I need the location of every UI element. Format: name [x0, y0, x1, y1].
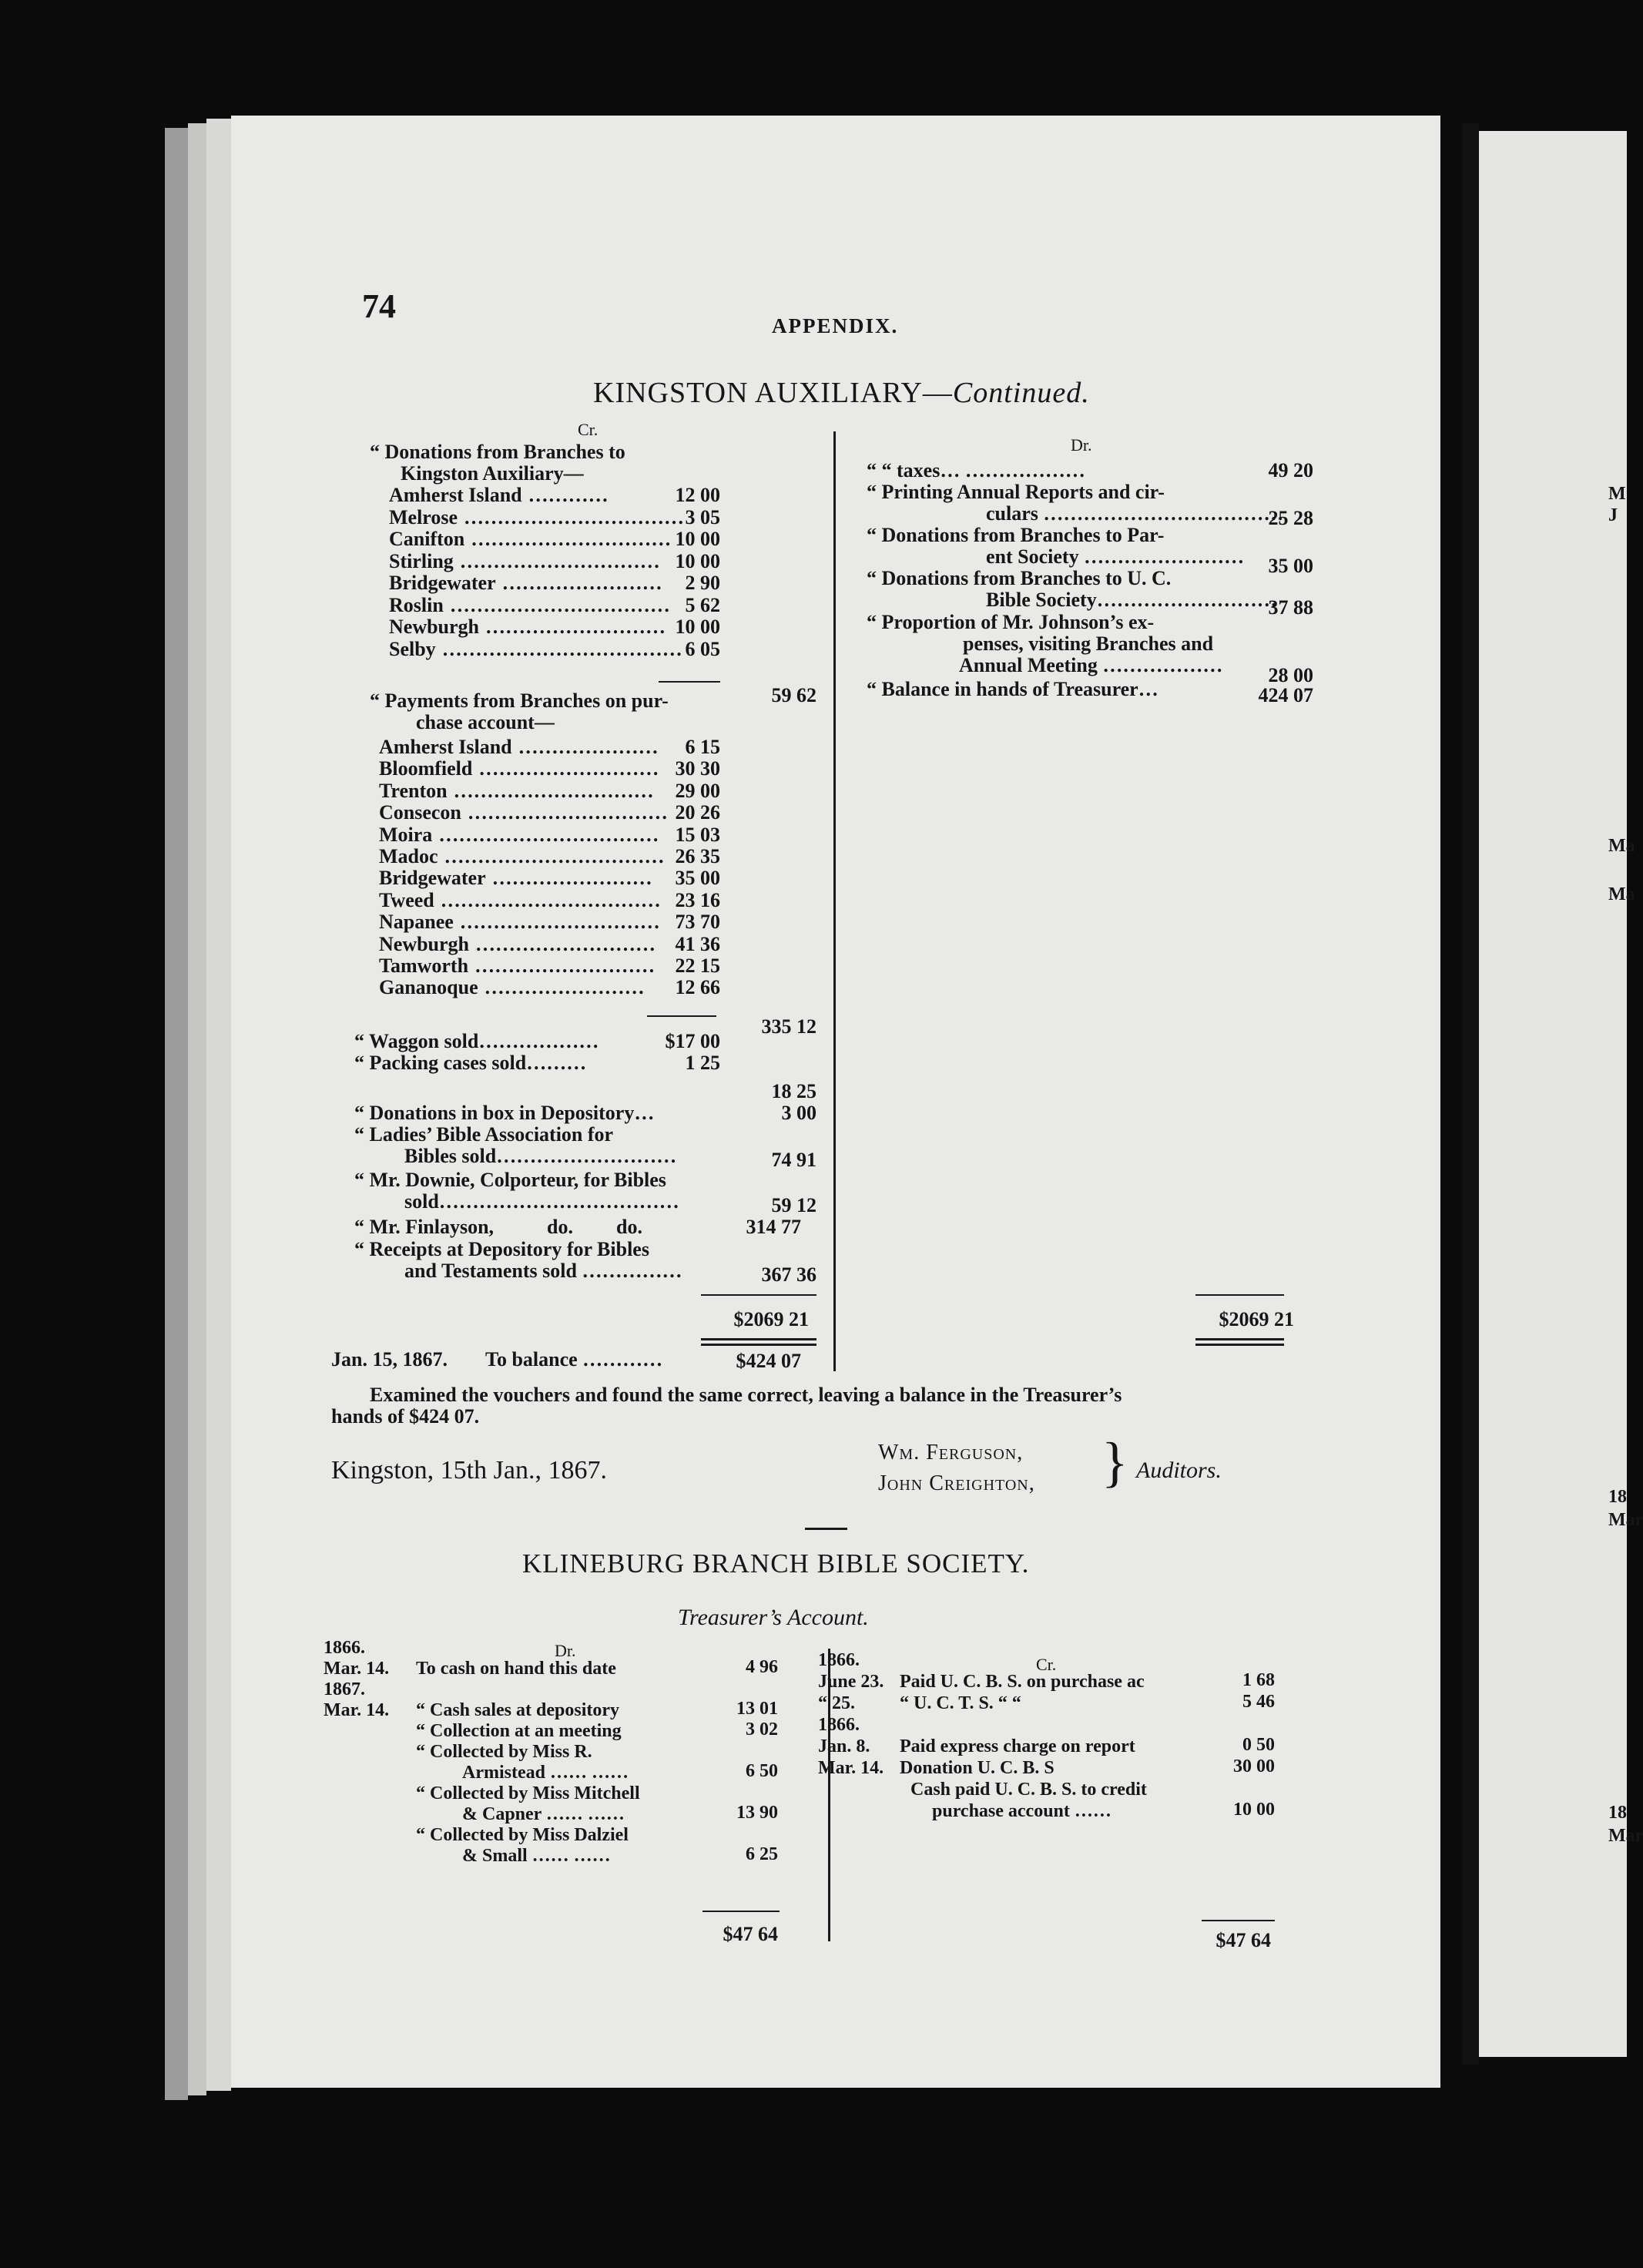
kleinburg-dr-date: Mar. 14. — [324, 1659, 390, 1679]
receipts-amount: 367 36 — [761, 1263, 816, 1286]
payment-amount: 20 26 — [675, 801, 720, 824]
box-amount: 3 00 — [781, 1102, 816, 1124]
payment-amount: 23 16 — [675, 888, 720, 911]
page-stack-edge — [165, 128, 188, 2100]
facing-page-fragment: Mar — [1608, 1510, 1643, 1530]
payment-branch: Gananoque — [379, 976, 478, 999]
johnson-line-1: “ Proportion of Mr. Johnson’s ex- — [867, 611, 1155, 633]
facing-page-fragment: Mar — [1608, 1826, 1643, 1846]
downie-line-1: “ Mr. Downie, Colporteur, for Bibles — [354, 1169, 666, 1191]
examined-line-2: hands of $424 07. — [331, 1405, 480, 1428]
kleinburg-dr-amount: 3 02 — [746, 1719, 778, 1740]
kleinburg-total-rule — [1202, 1920, 1275, 1921]
payment-row — [379, 867, 652, 890]
payment-branch: Bloomfield — [379, 757, 473, 780]
kleinburg-cr-date: “ 25. — [818, 1693, 855, 1713]
payments-heading-2: chase account— — [416, 711, 555, 733]
donations-heading: “ Donations from Branches to — [370, 441, 625, 463]
kleinburg-cr-amount: 1 68 — [1242, 1670, 1275, 1690]
payment-amount: 12 66 — [675, 976, 720, 999]
ladies-line-1: “ Ladies’ Bible Association for — [354, 1123, 614, 1146]
kleinburg-cr-text: Paid express charge on report — [900, 1736, 1135, 1756]
donation-dots: …………………… — [501, 572, 662, 594]
donation-dots: ………… — [528, 484, 609, 506]
kleinburg-cr-date: Jan. 8. — [818, 1736, 870, 1756]
payment-row — [379, 780, 654, 803]
donation-row — [389, 616, 666, 639]
payment-branch: Newburgh — [379, 932, 470, 955]
examined-line-1: Examined the vouchers and found the same correct, leaving a balance in the Treasurer’s — [370, 1384, 1122, 1406]
facing-page-fragment: M — [1608, 484, 1626, 504]
kleinburg-cr-date: June 23. — [818, 1672, 884, 1692]
payment-dots: ……………………… — [478, 757, 659, 780]
donation-row — [389, 572, 662, 595]
kleinburg-cr-date: Mar. 14. — [818, 1758, 884, 1778]
donation-amount: 10 00 — [675, 549, 720, 572]
payment-dots: …………………………… — [438, 823, 659, 846]
printing-line-1: “ Printing Annual Reports and cir- — [867, 481, 1165, 503]
total-double-rule — [701, 1344, 816, 1346]
payment-amount: 26 35 — [675, 845, 720, 867]
payment-amount: 29 00 — [675, 779, 720, 802]
cr-column-label: Cr. — [578, 420, 599, 439]
kingston-title: KINGSTON AUXILIARY—Continued. — [593, 377, 1090, 409]
kleinburg-cr-text: Cash paid U. C. B. S. to credit — [910, 1780, 1147, 1800]
dr-grand-total: $2069 21 — [1219, 1308, 1294, 1330]
ladies-amount: 74 91 — [771, 1149, 816, 1171]
payment-row — [379, 757, 659, 780]
balance-amount: $424 07 — [736, 1350, 801, 1372]
taxes-label: “ “ taxes… ……………… — [867, 459, 1085, 481]
column-divider — [833, 431, 836, 1371]
kleinburg-cr-label: Cr. — [1036, 1655, 1057, 1674]
packing-amount: 1 25 — [685, 1052, 720, 1074]
kleinburg-subtitle: Treasurer’s Account. — [678, 1605, 869, 1630]
payment-dots: ………………………… — [459, 911, 660, 934]
payment-amount: 73 70 — [675, 911, 720, 934]
johnson-line-2: penses, visiting Branches and — [963, 632, 1214, 655]
waggon-amount: $17 00 — [665, 1030, 720, 1052]
balance-label: To balance ………… — [485, 1348, 663, 1371]
payment-row — [379, 824, 659, 847]
donation-branch: Stirling — [389, 549, 454, 572]
donation-row — [389, 550, 660, 573]
payment-row — [379, 736, 659, 759]
facing-page-fragment: Ma — [1608, 836, 1635, 856]
payment-branch: Napanee — [379, 911, 454, 934]
kleinburg-cr-amount: 10 00 — [1233, 1800, 1275, 1820]
payment-dots: ………………………… — [467, 801, 668, 824]
kleinburg-dr-amount: 6 25 — [746, 1844, 778, 1864]
donation-amount: 5 62 — [685, 593, 720, 616]
place-date: Kingston, 15th Jan., 1867. — [331, 1456, 607, 1485]
kleinburg-dr-text: & Capner …… …… — [462, 1804, 625, 1824]
payment-dots: …………………………… — [444, 845, 665, 867]
payment-dots: ……………………… — [474, 955, 656, 977]
johnson-amount: 28 00 — [1268, 664, 1313, 686]
total-double-rule — [701, 1338, 816, 1340]
facing-page-fragment: Ma — [1608, 884, 1635, 904]
kleinburg-dr-text: To cash on hand this date — [416, 1659, 616, 1679]
donation-dots: …………………………… — [449, 593, 670, 616]
section-rule — [805, 1528, 847, 1530]
auditors-label: Auditors. — [1136, 1458, 1222, 1483]
donation-dots: ………………………… — [459, 549, 660, 572]
total-double-rule — [1195, 1344, 1284, 1346]
ladies-line-2: Bibles sold……………………… — [404, 1145, 677, 1167]
donation-row — [389, 528, 671, 551]
kleinburg-dr-amount: 13 01 — [736, 1699, 778, 1719]
payment-row — [379, 911, 660, 934]
donation-amount: 2 90 — [685, 572, 720, 594]
donations-uc-line-1: “ Donations from Branches to U. C. — [867, 567, 1172, 589]
donation-branch: Bridgewater — [389, 572, 496, 594]
finlayson-ditto-1: do. — [547, 1216, 573, 1238]
donation-branch: Melrose — [389, 505, 458, 528]
donation-branch: Roslin — [389, 593, 444, 616]
payment-branch: Amherst Island — [379, 736, 512, 758]
donation-row — [389, 506, 684, 529]
kleinburg-dr-date: Mar. 14. — [324, 1700, 390, 1720]
cr-grand-total: $2069 21 — [733, 1308, 809, 1330]
box-label: “ Donations in box in Depository… — [354, 1102, 655, 1124]
packing-label: “ Packing cases sold……… — [354, 1052, 587, 1074]
taxes-amount: 49 20 — [1268, 459, 1313, 481]
finlayson-label: “ Mr. Finlayson, — [354, 1216, 495, 1238]
kleinburg-cr-amount: 0 50 — [1242, 1735, 1275, 1755]
donation-branch: Selby — [389, 637, 436, 660]
donations-parent-amount: 35 00 — [1268, 555, 1313, 577]
kleinburg-cr-amount: 30 00 — [1233, 1756, 1275, 1776]
total-rule — [1195, 1294, 1284, 1296]
finlayson-ditto-2: do. — [616, 1216, 642, 1238]
kleinburg-dr-amount: 6 50 — [746, 1761, 778, 1781]
facing-page-fragment: 18 — [1608, 1487, 1627, 1507]
payment-dots: …………………… — [484, 976, 645, 999]
payment-amount: 41 36 — [675, 932, 720, 955]
treasurer-balance-label: “ Balance in hands of Treasurer… — [867, 678, 1158, 700]
donation-amount: 10 00 — [675, 616, 720, 638]
payments-heading: “ Payments from Branches on pur- — [370, 689, 669, 712]
donations-uc-amount: 37 88 — [1268, 596, 1313, 619]
donation-amount: 6 05 — [685, 637, 720, 660]
payment-row — [379, 976, 645, 999]
kleinburg-dr-text: “ Collected by Miss R. — [416, 1742, 592, 1762]
kleinburg-dr-text: “ Collected by Miss Mitchell — [416, 1783, 640, 1803]
payment-amount: 6 15 — [685, 736, 720, 758]
donations-uc-line-2: Bible Society……………………… — [986, 589, 1277, 611]
dr-column-label: Dr. — [1071, 435, 1092, 455]
sales-total: 18 25 — [771, 1080, 816, 1102]
kleinburg-cr-text: “ U. C. T. S. “ “ — [900, 1693, 1021, 1713]
kleinburg-dr-text: Armistead …… …… — [462, 1763, 629, 1783]
kleinburg-dr-label: Dr. — [555, 1641, 576, 1660]
donation-dots: …………………………… — [464, 505, 685, 528]
donation-branch: Newburgh — [389, 616, 480, 638]
payment-amount: 35 00 — [675, 867, 720, 890]
auditor-1: Wm. Ferguson, — [878, 1441, 1024, 1464]
printing-amount: 25 28 — [1268, 507, 1313, 529]
payment-dots: ………………………… — [453, 779, 654, 802]
donations-heading-2: Kingston Auxiliary— — [401, 462, 584, 485]
payment-branch: Trenton — [379, 779, 448, 802]
donations-parent-line-2: ent Society …………………… — [986, 545, 1245, 568]
page-stack-edge — [188, 123, 206, 2095]
donation-amount: 12 00 — [675, 484, 720, 506]
facing-page-fragment: 18 — [1608, 1803, 1627, 1823]
donation-dots: ………………………… — [471, 528, 672, 550]
kleinburg-dr-text: “ Cash sales at depository — [416, 1700, 620, 1720]
payment-row — [379, 801, 668, 824]
receipts-line-1: “ Receipts at Depository for Bibles — [354, 1238, 649, 1260]
payment-amount: 22 15 — [675, 955, 720, 977]
kleinburg-dr-amount: 13 90 — [736, 1803, 778, 1823]
donation-dots: ……………………… — [485, 616, 666, 638]
balance-date: Jan. 15, 1867. — [331, 1348, 448, 1371]
donations-total: 59 62 — [771, 684, 816, 706]
payment-row — [379, 889, 661, 912]
page-stack-edge — [206, 119, 231, 2091]
payment-dots: …………………… — [491, 867, 652, 890]
payment-branch: Moira — [379, 823, 433, 846]
subtotal-rule — [659, 681, 720, 683]
donation-row — [389, 594, 670, 617]
downie-line-2: sold……………………………… — [404, 1190, 679, 1213]
page-number: 74 — [362, 287, 396, 325]
kleinburg-dr-date: 1866. — [324, 1638, 365, 1658]
payment-branch: Madoc — [379, 845, 438, 867]
donation-amount: 3 05 — [685, 505, 720, 528]
auditors-brace: } — [1101, 1431, 1128, 1493]
kleinburg-cr-total: $47 64 — [1215, 1929, 1271, 1951]
waggon-label: “ Waggon sold……………… — [354, 1030, 599, 1052]
subtotal-rule — [647, 1015, 716, 1017]
kleinburg-cr-text: Paid U. C. B. S. on purchase ac — [900, 1672, 1145, 1692]
kleinburg-dr-text: & Small …… …… — [462, 1846, 611, 1866]
finlayson-amount: 314 77 — [746, 1216, 801, 1238]
payment-row — [379, 845, 665, 868]
kleinburg-cr-text: purchase account …… — [932, 1801, 1112, 1821]
facing-page-fragment: J — [1608, 505, 1618, 525]
downie-amount: 59 12 — [771, 1194, 816, 1216]
payment-row — [379, 933, 656, 956]
total-rule — [701, 1294, 816, 1296]
treasurer-balance-amount: 424 07 — [1258, 684, 1313, 706]
payment-branch: Bridgewater — [379, 867, 486, 890]
johnson-line-3: Annual Meeting ……………… — [959, 654, 1223, 676]
payment-branch: Tamworth — [379, 955, 469, 977]
donation-branch: Amherst Island — [389, 484, 522, 506]
book-gutter — [1462, 123, 1479, 2065]
kleinburg-dr-total: $47 64 — [723, 1923, 778, 1945]
payment-dots: …………………………… — [440, 888, 661, 911]
donation-dots: ……………………………… — [441, 637, 682, 660]
kleinburg-cr-date: 1866. — [818, 1650, 860, 1670]
donations-parent-line-1: “ Donations from Branches to Par- — [867, 524, 1165, 546]
payment-branch: Consecon — [379, 801, 461, 824]
payment-amount: 30 30 — [675, 757, 720, 780]
donation-amount: 10 00 — [675, 528, 720, 550]
total-double-rule — [1195, 1338, 1284, 1340]
payment-branch: Tweed — [379, 888, 434, 911]
running-header: APPENDIX. — [772, 314, 899, 337]
facing-page — [1479, 131, 1627, 2057]
kleinburg-dr-text: “ Collection at an meeting — [416, 1721, 622, 1741]
payment-amount: 15 03 — [675, 823, 720, 846]
payment-row — [379, 955, 655, 978]
kleinburg-cr-amount: 5 46 — [1242, 1692, 1275, 1712]
kleinburg-cr-text: Donation U. C. B. S — [900, 1758, 1055, 1778]
payments-total: 335 12 — [761, 1015, 816, 1038]
kleinburg-title: KLINEBURG BRANCH BIBLE SOCIETY. — [522, 1548, 1030, 1579]
auditor-2: John Creighton, — [878, 1471, 1035, 1495]
kleinburg-dr-text: “ Collected by Miss Dalziel — [416, 1825, 629, 1845]
printing-line-2: culars ……………………………… — [986, 502, 1284, 525]
receipts-line-2: and Testaments sold …………… — [404, 1260, 682, 1282]
payment-dots: ……………………… — [475, 932, 656, 955]
donation-row — [389, 638, 682, 661]
kleinburg-cr-date: 1866. — [818, 1715, 860, 1735]
payment-dots: ………………… — [518, 736, 659, 758]
donation-row — [389, 484, 609, 507]
kleinburg-dr-amount: 4 96 — [746, 1657, 778, 1677]
kleinburg-total-rule — [702, 1911, 780, 1912]
kleinburg-dr-date: 1867. — [324, 1679, 365, 1699]
donation-branch: Canifton — [389, 528, 465, 550]
